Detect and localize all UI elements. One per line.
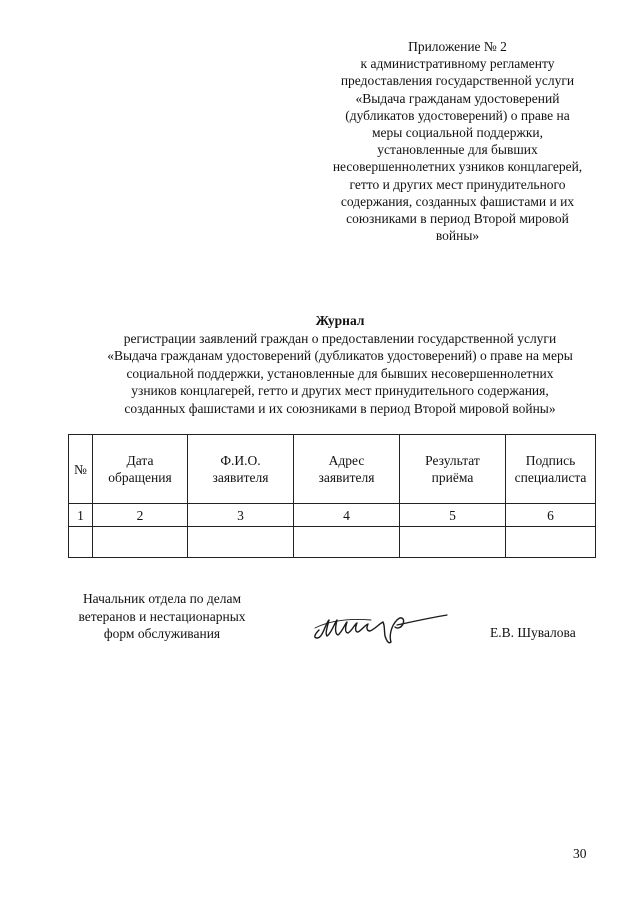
journal-heading [40,312,640,418]
table-cell: 4 [294,504,400,527]
header-cell-number: № [69,435,93,504]
table-cell: 6 [506,504,596,527]
appendix-line: несовершеннолетних узников концлагерей, [332,159,583,175]
appendix-line: меры социальной поддержки, [371,125,544,141]
table-cell [400,527,506,558]
signatory-position-line: форм обслуживания [103,626,221,641]
table-cell: 1 [69,504,93,527]
table-cell [188,527,294,558]
appendix-line: содержания, созданных фашистами и их [340,193,575,209]
table-cell [69,527,93,558]
table-cell: 5 [400,504,506,527]
appendix-line: гетто и других мест принудительного [349,176,566,192]
journal-line: социальной поддержки, установленные для бывших несовершеннолетних [126,365,554,381]
journal-line: узников концлагерей, гетто и других мест принудительного содержания, [131,383,549,399]
signatory-position [62,590,262,643]
journal-title: Журнал [315,313,365,328]
table-cell [93,527,188,558]
appendix-line: (дубликатов удостоверений) о праве на [345,107,570,123]
table-cell [506,527,596,558]
registration-table [68,434,596,558]
appendix-line: установленные для бывших [377,142,538,158]
journal-line: созданных фашистами и их союзниками в период Второй мировой войны» [124,400,556,416]
header-cell-date: Дата обращения [93,435,188,504]
appendix-line: союзниками в период Второй мировой [346,211,569,227]
appendix-line: войны» [435,228,480,244]
table-cell: 2 [93,504,188,527]
header-cell-signature: Подпись специалиста [506,435,596,504]
table-cell [294,527,400,558]
table-row [69,504,596,527]
appendix-line: предоставления государственной услуги [340,73,575,89]
page-number: 30 [573,846,587,861]
header-cell-name: Ф.И.О. заявителя [188,435,294,504]
header-cell-address: Адрес заявителя [294,435,400,504]
table-row [69,527,596,558]
table-cell: 3 [188,504,294,527]
signatory-position-line: ветеранов и нестационарных [78,608,246,624]
appendix-line: «Выдача гражданам удостоверений [355,90,560,106]
signatory-name: Е.В. Шувалова [490,625,576,640]
journal-line: «Выдача гражданам удостоверений (дубликатов удостоверений) о праве на меры [107,348,573,364]
handwritten-signature [305,598,455,648]
table-header-row [69,435,596,504]
header-cell-result: Результат приёма [400,435,506,504]
signatory-position-line: Начальник отдела по делам [82,591,242,606]
appendix-line: Приложение № 2 [408,39,507,54]
journal-line: регистрации заявлений граждан о предоставлении государственной услуги [123,330,557,346]
appendix-header [315,38,600,244]
appendix-line: к административному регламенту [360,56,555,72]
